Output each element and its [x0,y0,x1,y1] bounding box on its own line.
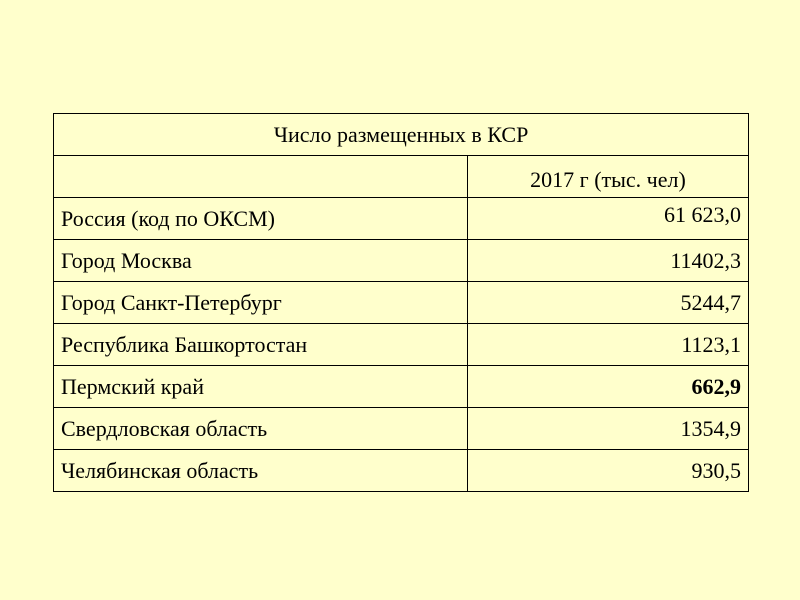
table-header-row [54,156,749,198]
region-name: Свердловская область [54,408,468,450]
region-name: Россия (код по ОКСМ) [54,198,468,240]
region-value: 5244,7 [468,282,749,324]
region-value: 1123,1 [468,324,749,366]
table-title: Число размещенных в КСР [54,114,749,156]
region-name: Челябинская область [54,450,468,492]
region-value: 11402,3 [468,240,749,282]
region-name: Город Санкт-Петербург [54,282,468,324]
data-table [53,113,749,492]
region-name: Республика Башкортостан [54,324,468,366]
table-row [54,282,749,324]
region-name: Город Москва [54,240,468,282]
table-row [54,450,749,492]
table-row [54,240,749,282]
column-header-year: 2017 г (тыс. чел) [468,156,749,198]
region-value: 1354,9 [468,408,749,450]
header-empty-cell [54,156,468,198]
table-row [54,366,749,408]
table-row [54,408,749,450]
region-value: 930,5 [468,450,749,492]
region-name: Пермский край [54,366,468,408]
table-title-row [54,114,749,156]
region-value: 61 623,0 [468,198,749,240]
table-row [54,324,749,366]
region-value: 662,9 [468,366,749,408]
table-row [54,198,749,240]
